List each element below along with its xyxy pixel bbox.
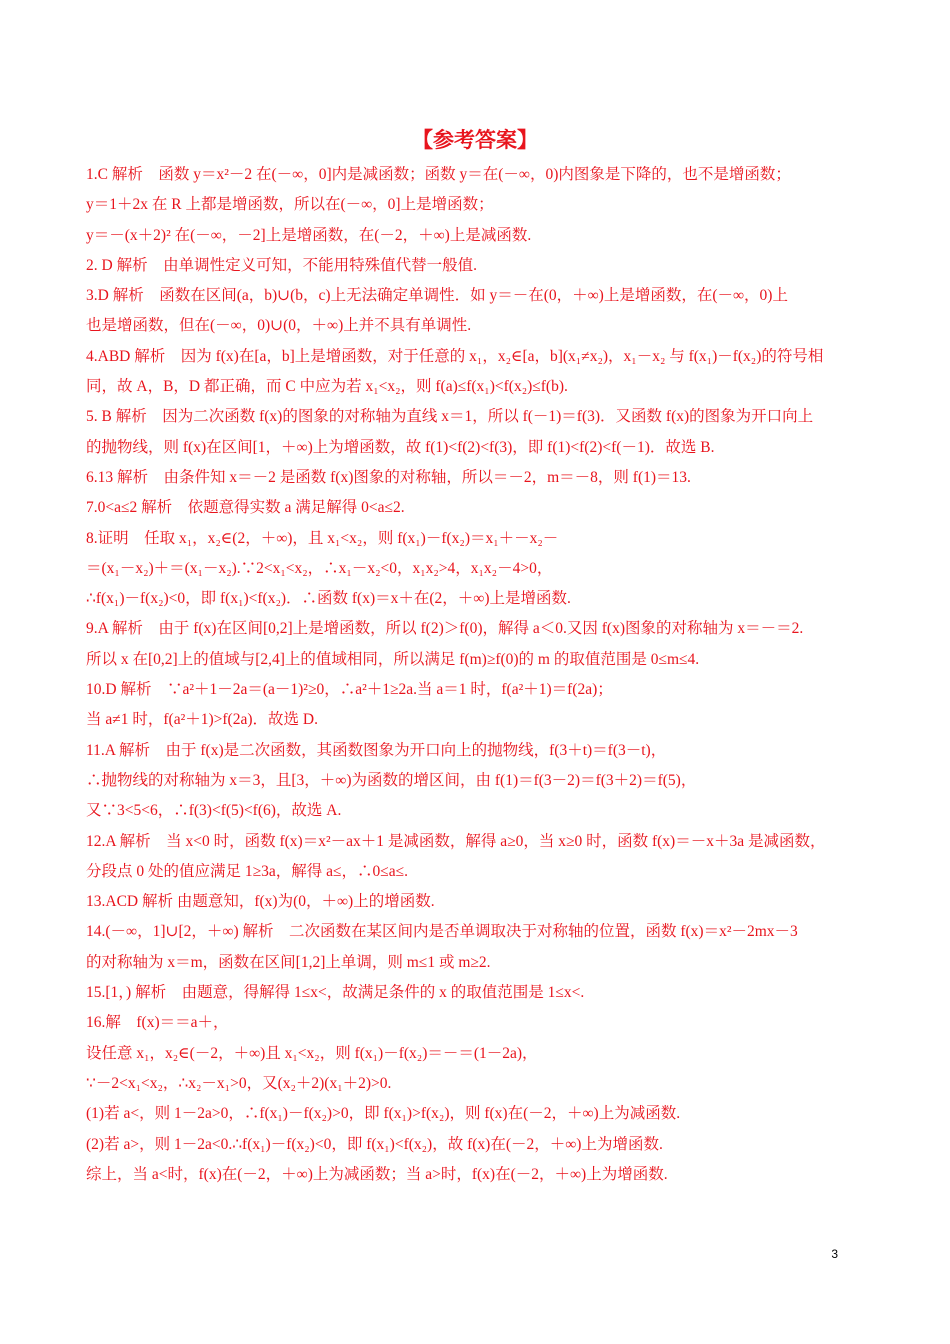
answer-line: (1)若 a<，则 1－2a>0，∴f(x₁)－f(x₂)>0，即 f(x₁)>f(x₂)，则 f(x)在(－2，＋∞)上为减函数.: [86, 1105, 681, 1123]
answer-line: 6.13 解析 由条件知 x＝－2 是函数 f(x)图象的对称轴，所以＝－2，m＝－8，则 f(1)＝13.: [86, 468, 691, 486]
answer-line: 10.D 解析 ∵a²＋1－2a＝(a－1)²≥0，∴a²＋1≥2a.当 a＝1 时，f(a²＋1)＝f(2a)；: [86, 681, 613, 699]
answer-line: 综上，当 a<时，f(x)在(－2，＋∞)上为减函数；当 a>时，f(x)在(－2，＋∞)上为增函数.: [86, 1165, 668, 1183]
answer-line: 2. D 解析 由单调性定义可知，不能用特殊值代替一般值.: [86, 256, 477, 274]
page-number: 3: [831, 1247, 838, 1261]
answer-line: 16.解 f(x)＝＝a＋，: [86, 1014, 229, 1032]
answer-line: 的抛物线，则 f(x)在区间[1，＋∞)上为增函数，故 f(1)<f(2)<f(3)，即 f(1)<f(2)<f(－1)．故选 B.: [86, 438, 715, 456]
answer-line: 1.C 解析 函数 y＝x²－2 在(－∞，0]内是减函数；函数 y＝在(－∞，0)内图象是下降的，也不是增函数；: [86, 166, 791, 183]
answer-line: 3.D 解析 函数在区间(a，b)∪(b，c)上无法确定单调性．如 y＝－在(0，＋∞)上是增函数，在(－∞，0)上: [86, 287, 788, 305]
answer-line: 的对称轴为 x＝m，函数在区间[1,2]上单调，则 m≤1 或 m≥2.: [86, 953, 491, 971]
answer-line: 11.A 解析 由于 f(x)是二次函数，其函数图象为开口向上的抛物线，f(3＋t)＝f(3－t)，: [86, 741, 667, 759]
answer-line: 5. B 解析 因为二次函数 f(x)的图象的对称轴为直线 x＝1，所以 f(－1)＝f(3)．又函数 f(x)的图象为开口向上: [86, 408, 814, 426]
answer-line: ＝(x₁－x₂)＋＝(x₁－x₂).∵2<x₁<x₂，∴x₁－x₂<0，x₁x₂>4，x₁x₂－4>0，: [86, 559, 553, 577]
answer-line: 也是增函数，但在(－∞，0)∪(0，＋∞)上并不具有单调性.: [86, 317, 472, 335]
answer-line: 12.A 解析 当 x<0 时，函数 f(x)＝x²－ax＋1 是减函数，解得 a≥0，当 x≥0 时，函数 f(x)＝－x＋3a 是减函数，: [86, 832, 826, 850]
answer-line: ∴抛物线的对称轴为 x＝3，且[3，＋∞)为函数的增区间，由 f(1)＝f(3－2)＝f(3＋2)＝f(5)，: [86, 771, 697, 789]
answer-line: 设任意 x₁，x₂∈(－2，＋∞)且 x₁<x₂，则 f(x₁)－f(x₂)＝－＝(1－2a)，: [86, 1044, 538, 1062]
answer-line: y＝1＋2x 在 R 上都是增函数，所以在(－∞，0]上是增函数；: [86, 196, 494, 214]
answer-line: 又∵3<5<6，∴f(3)<f(5)<f(6)，故选 A.: [86, 802, 342, 820]
answer-line: y＝－(x＋2)² 在(－∞，－2]上是增函数，在(－2，＋∞)上是减函数.: [86, 226, 532, 244]
page-title: 【参考答案】: [412, 128, 538, 152]
answer-line: ∴f(x₁)－f(x₂)<0，即 f(x₁)<f(x₂)．∴函数 f(x)＝x＋在(2，＋∞)上是增函数.: [86, 590, 571, 608]
answer-line: ∵－2<x₁<x₂，∴x₂－x₁>0，又(x₂＋2)(x₁＋2)>0.: [86, 1074, 392, 1092]
answer-line: 4.ABD 解析 因为 f(x)在[a，b]上是增函数，对于任意的 x₁，x₂∈[a，b](x₁≠x₂)，x₁－x₂ 与 f(x₁)－f(x₂)的符号相: [86, 347, 824, 365]
answer-line: 当 a≠1 时，f(a²＋1)>f(2a)．故选 D.: [86, 711, 318, 729]
answer-line: 分段点 0 处的值应满足 1≥3a，解得 a≤，∴0≤a≤.: [86, 862, 409, 880]
answer-line: 9.A 解析 由于 f(x)在区间[0,2]上是增函数，所以 f(2)＞f(0)，解得 a＜0.又因 f(x)图象的对称轴为 x＝－＝2.: [86, 620, 804, 638]
answer-line: 同，故 A，B，D 都正确，而 C 中应为若 x₁<x₂，则 f(a)≤f(x₁)<f(x₂)≤f(b).: [86, 378, 568, 396]
answer-line: 13.ACD 解析 由题意知，f(x)为(0，＋∞)上的增函数.: [86, 893, 435, 911]
answer-line: 所以 x 在[0,2]上的值域与[2,4]上的值域相同，所以满足 f(m)≥f(0)的 m 的取值范围是 0≤m≤4.: [86, 650, 700, 668]
answer-line: 14.(－∞，1]∪[2，＋∞) 解析 二次函数在某区间内是否单调取决于对称轴的位置，函数 f(x)＝x²－2mx－3: [86, 923, 798, 941]
answer-text-block: [86, 160, 876, 1190]
answer-line: (2)若 a>，则 1－2a<0.∴f(x₁)－f(x₂)<0，即 f(x₁)<f(x₂)，故 f(x)在(－2，＋∞)上为增函数.: [86, 1135, 663, 1153]
answer-line: 8.证明 任取 x₁，x₂∈(2，＋∞)，且 x₁<x₂，则 f(x₁)－f(x₂)＝x₁＋－x₂－: [86, 529, 559, 547]
answer-line: 15.[1，) 解析 由题意，得解得 1≤x<，故满足条件的 x 的取值范围是 1≤x<.: [86, 984, 585, 1002]
answer-line: 7.0<a≤2 解析 依题意得实数 a 满足解得 0<a≤2.: [86, 499, 405, 517]
